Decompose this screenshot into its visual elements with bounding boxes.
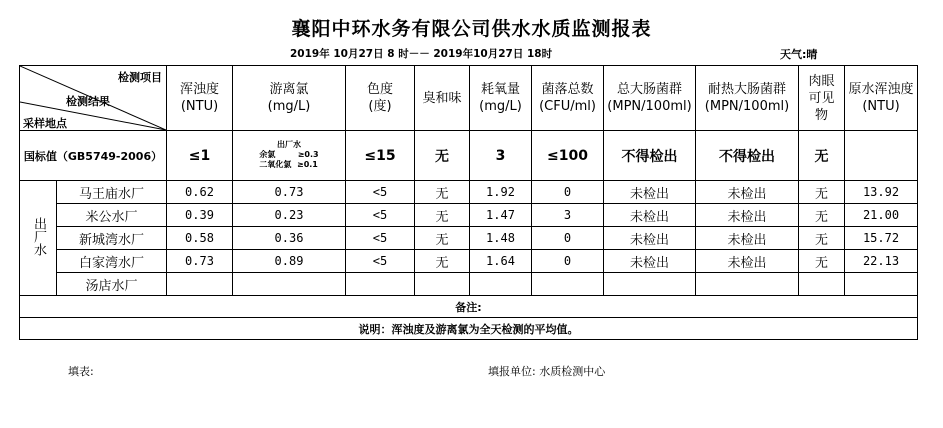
table-row — [20, 250, 918, 273]
turbidity-value: 0.58 — [167, 227, 233, 250]
std-raw-turbidity — [845, 131, 918, 181]
standard-row — [20, 131, 918, 181]
coliform-value — [604, 273, 696, 296]
diag-result-label: 检测结果 — [66, 95, 110, 108]
visible-value: 无 — [799, 181, 845, 204]
site-name: 汤店水厂 — [57, 273, 167, 296]
visible-value: 无 — [799, 204, 845, 227]
turbidity-value: 0.62 — [167, 181, 233, 204]
coliform-value: 未检出 — [604, 181, 696, 204]
chlorine-value: 0.36 — [233, 227, 346, 250]
colony-value: 0 — [532, 250, 604, 273]
colony-value: 0 — [532, 181, 604, 204]
col-header-turbidity: 浑浊度 (NTU) — [167, 66, 233, 131]
diag-item-label: 检测项目 — [118, 71, 162, 84]
weather-label: 天气:晴 — [780, 48, 818, 61]
thermo-coliform-value: 未检出 — [696, 181, 799, 204]
table-row — [20, 227, 918, 250]
raw-turbidity-value: 15.72 — [845, 227, 918, 250]
note-text: 说明：浑浊度及游离氯为全天检测的平均值。 — [20, 318, 918, 340]
visible-value: 无 — [799, 250, 845, 273]
raw-turbidity-value: 21.00 — [845, 204, 918, 227]
remark-row — [20, 296, 918, 318]
std-color: ≤15 — [346, 131, 415, 181]
col-header-raw-turbidity: 原水浑浊度 (NTU) — [845, 66, 918, 131]
odor-value: 无 — [415, 227, 470, 250]
oxygen-value: 1.92 — [470, 181, 532, 204]
col-header-chlorine: 游离氯 (mg/L) — [233, 66, 346, 131]
thermo-coliform-value — [696, 273, 799, 296]
site-name: 白家湾水厂 — [57, 250, 167, 273]
raw-turbidity-value: 22.13 — [845, 250, 918, 273]
chlorine-value: 0.23 — [233, 204, 346, 227]
std-chlorine: 出厂水 余氯 ≥0.3 二氧化氯 ≥0.1 — [233, 131, 346, 181]
col-header-coliform: 总大肠菌群 (MPN/100ml) — [604, 66, 696, 131]
std-colony: ≤100 — [532, 131, 604, 181]
col-header-thermo-coliform: 耐热大肠菌群 (MPN/100ml) — [696, 66, 799, 131]
report-title: 襄阳中环水务有限公司供水水质监测报表 — [291, 18, 652, 40]
table-row — [20, 273, 918, 296]
table-row — [20, 204, 918, 227]
diag-site-label: 采样地点 — [23, 117, 67, 130]
oxygen-value — [470, 273, 532, 296]
std-turbidity: ≤1 — [167, 131, 233, 181]
odor-value: 无 — [415, 181, 470, 204]
col-header-visible: 肉眼可见物 — [799, 66, 845, 131]
colony-value: 0 — [532, 227, 604, 250]
turbidity-value: 0.39 — [167, 204, 233, 227]
std-odor: 无 — [415, 131, 470, 181]
site-name: 新城湾水厂 — [57, 227, 167, 250]
water-quality-table — [19, 65, 918, 340]
group-label-cell — [20, 181, 57, 296]
diagonal-header-cell — [20, 66, 167, 131]
chlorine-value: 0.73 — [233, 181, 346, 204]
chlorine-value: 0.89 — [233, 250, 346, 273]
color-value: <5 — [346, 204, 415, 227]
colony-value — [532, 273, 604, 296]
visible-value — [799, 273, 845, 296]
filler-label: 填表: — [68, 365, 94, 378]
oxygen-value: 1.48 — [470, 227, 532, 250]
standard-label: 国标值（GB5749-2006） — [20, 131, 167, 181]
std-visible: 无 — [799, 131, 845, 181]
site-name: 马王庙水厂 — [57, 181, 167, 204]
note-row — [20, 318, 918, 340]
table-row — [20, 181, 918, 204]
color-value: <5 — [346, 227, 415, 250]
col-header-colony: 菌落总数 (CFU/ml) — [532, 66, 604, 131]
header-row — [20, 66, 918, 131]
odor-value: 无 — [415, 250, 470, 273]
chlorine-value — [233, 273, 346, 296]
color-value — [346, 273, 415, 296]
color-value: <5 — [346, 250, 415, 273]
turbidity-value — [167, 273, 233, 296]
remark-label: 备注: — [20, 296, 918, 318]
oxygen-value: 1.64 — [470, 250, 532, 273]
raw-turbidity-value: 13.92 — [845, 181, 918, 204]
turbidity-value: 0.73 — [167, 250, 233, 273]
raw-turbidity-value — [845, 273, 918, 296]
col-header-oxygen: 耗氧量 (mg/L) — [470, 66, 532, 131]
time-range: 2019年 10月27日 8 时－－ 2019年10月27日 18时 — [290, 48, 553, 60]
thermo-coliform-value: 未检出 — [696, 227, 799, 250]
colony-value: 3 — [532, 204, 604, 227]
color-value: <5 — [346, 181, 415, 204]
col-header-odor: 臭和味 — [415, 66, 470, 131]
col-header-color: 色度 (度) — [346, 66, 415, 131]
group-label: 出厂水 — [31, 216, 46, 256]
std-coliform: 不得检出 — [604, 131, 696, 181]
coliform-value: 未检出 — [604, 227, 696, 250]
coliform-value: 未检出 — [604, 250, 696, 273]
site-name: 米公水厂 — [57, 204, 167, 227]
odor-value — [415, 273, 470, 296]
visible-value: 无 — [799, 227, 845, 250]
coliform-value: 未检出 — [604, 204, 696, 227]
std-oxygen: 3 — [470, 131, 532, 181]
oxygen-value: 1.47 — [470, 204, 532, 227]
std-thermo-coliform: 不得检出 — [696, 131, 799, 181]
thermo-coliform-value: 未检出 — [696, 250, 799, 273]
thermo-coliform-value: 未检出 — [696, 204, 799, 227]
reporting-unit: 填报单位: 水质检测中心 — [488, 365, 606, 378]
odor-value: 无 — [415, 204, 470, 227]
